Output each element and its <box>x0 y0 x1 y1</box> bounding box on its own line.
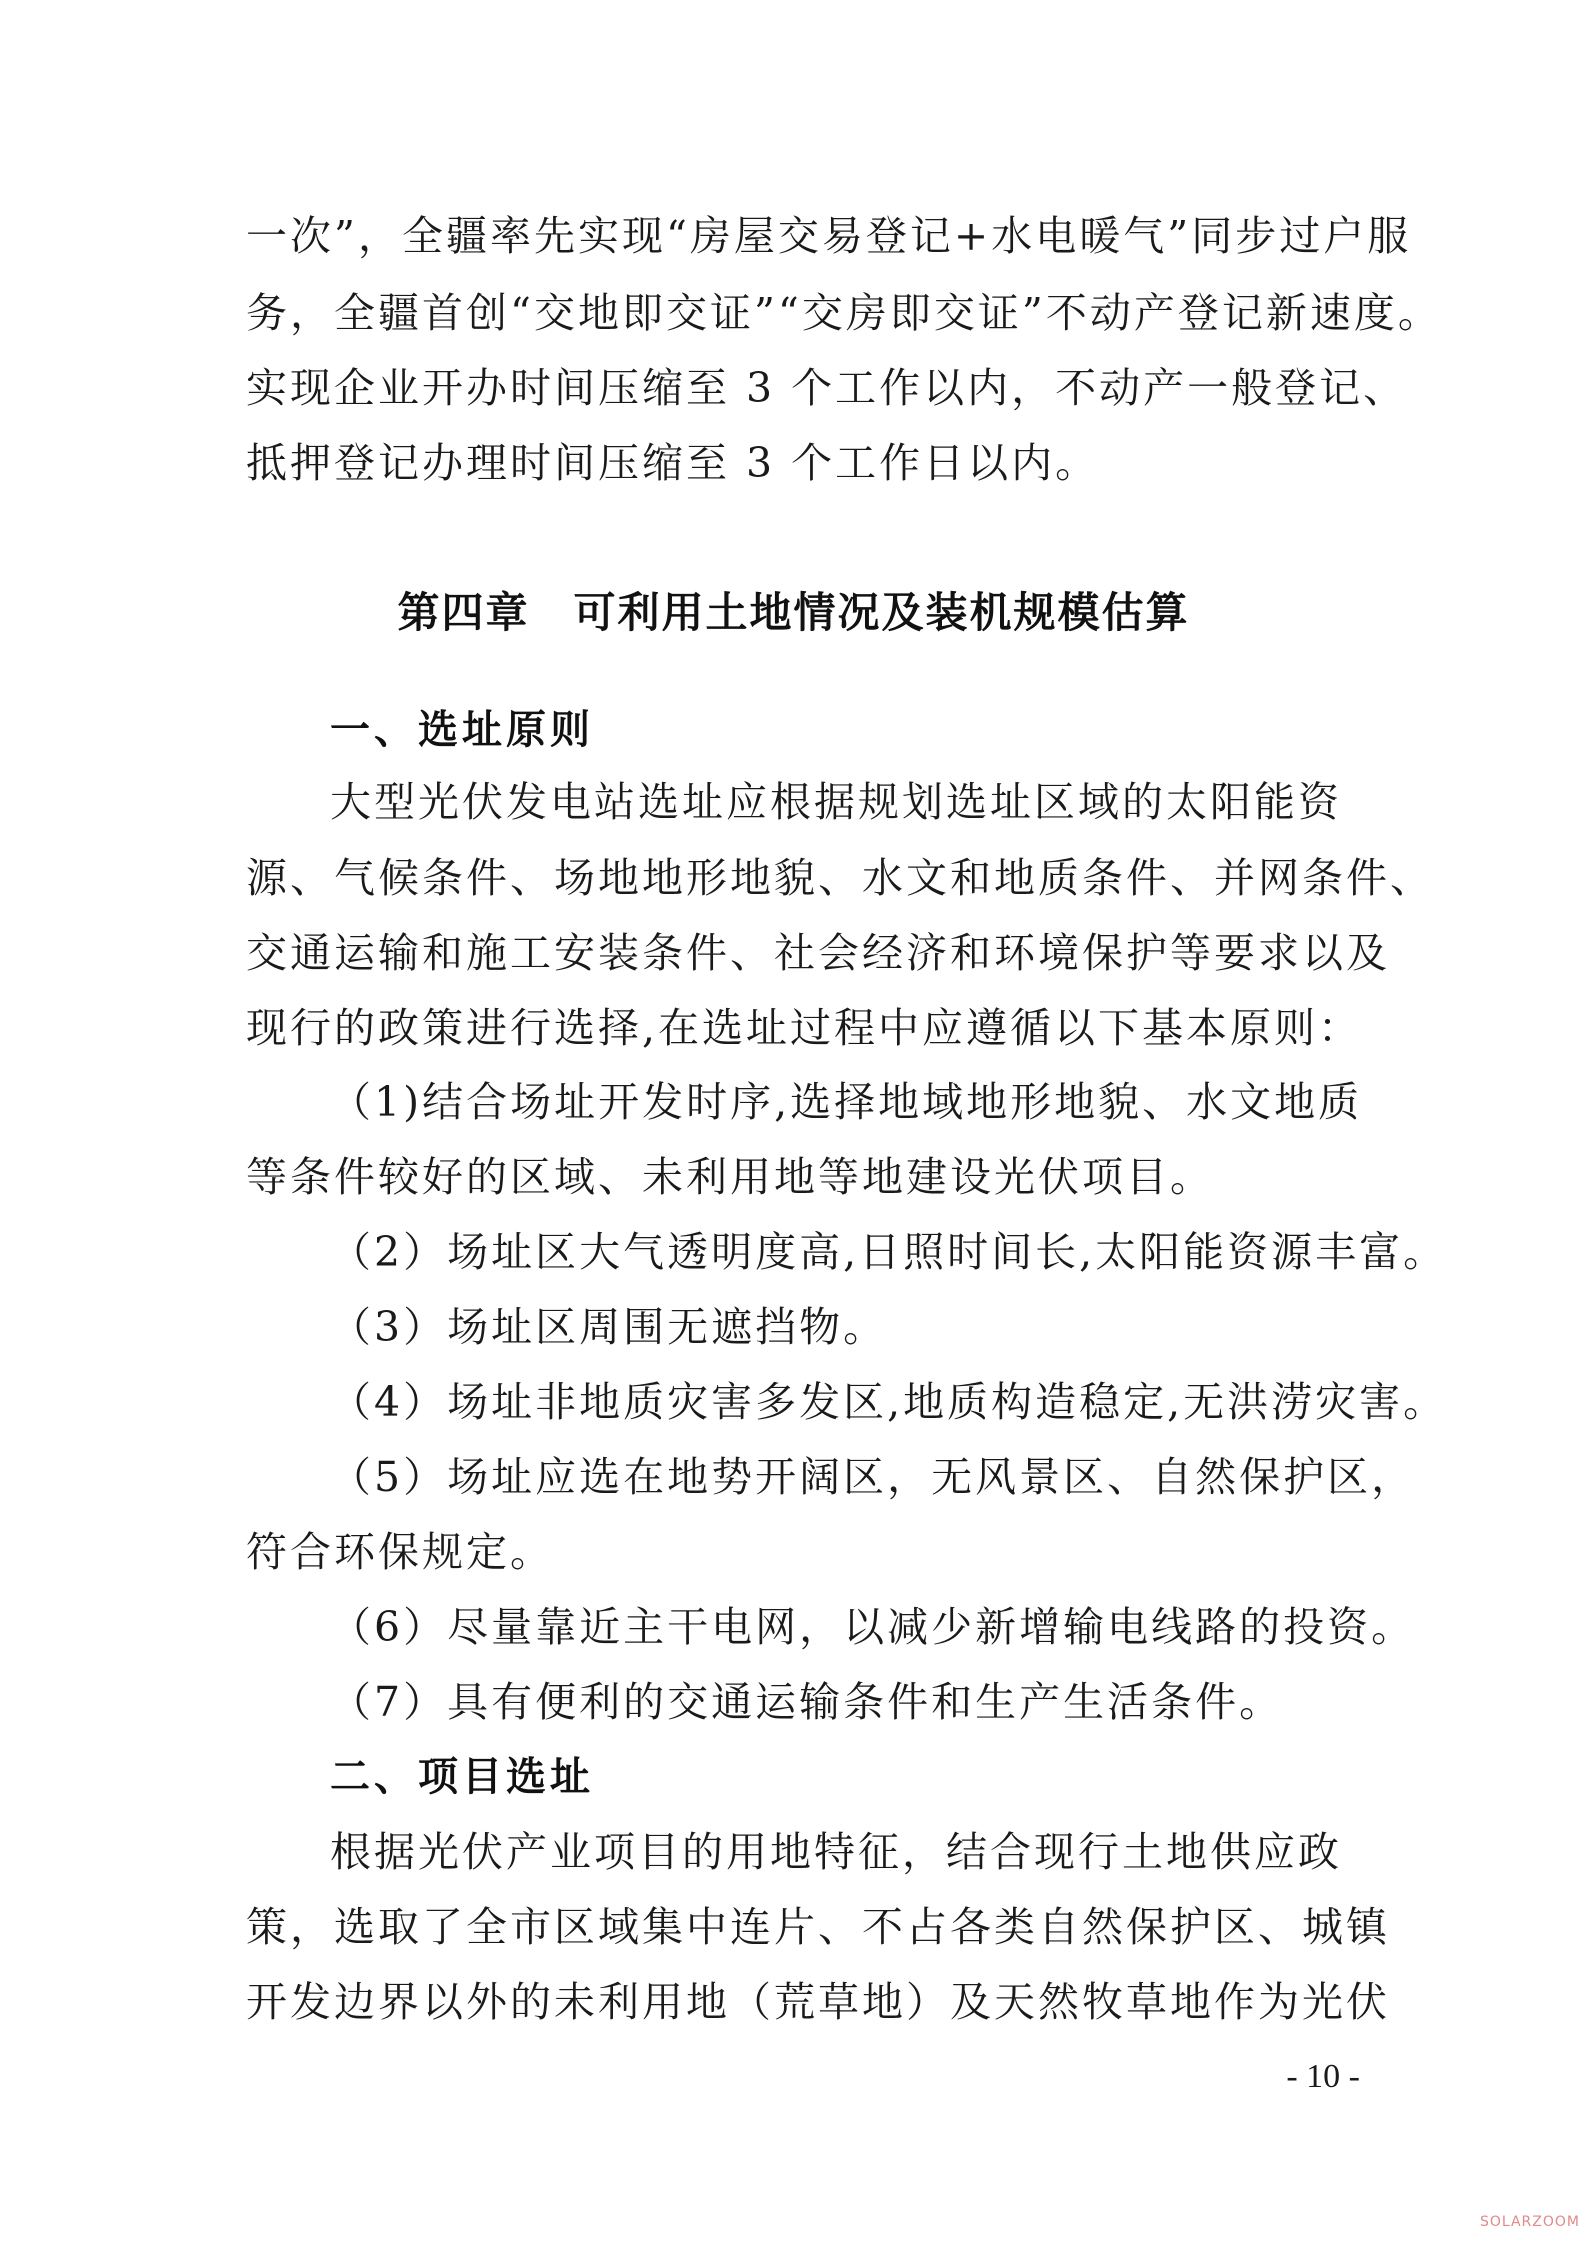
principle-item-1: （1)结合场址开发时序,选择地域地形地貌、水文地质 <box>330 1078 1363 1126</box>
section-heading-project-site: 二、项目选址 <box>330 1754 594 1800</box>
body-text-line: 实现企业开办时间压缩至 3 个工作以内，不动产一般登记、 <box>246 364 1408 412</box>
principle-item-5-continued: 符合环保规定。 <box>246 1528 554 1576</box>
body-text-line: 抵押登记办理时间压缩至 3 个工作日以内。 <box>246 439 1100 487</box>
principle-item-7: （7）具有便利的交通运输条件和生产生活条件。 <box>330 1678 1284 1726</box>
page-number: - 10 - <box>1286 2058 1360 2095</box>
body-text-line: 一次”，全疆率先实现“房屋交易登记+水电暖气”同步过户服 <box>246 212 1412 260</box>
body-text-line: 现行的政策进行选择,在选址过程中应遵循以下基本原则： <box>246 1004 1363 1052</box>
body-text-line: 源、气候条件、场地地形地貌、水文和地质条件、并网条件、 <box>246 854 1434 902</box>
watermark-logo: SOLARZOOM <box>1479 2214 1580 2230</box>
body-text-line: 开发边界以外的未利用地（荒草地）及天然牧草地作为光伏 <box>246 1978 1390 2026</box>
section-heading-site-principles: 一、选址原则 <box>330 707 594 753</box>
principle-item-4: （4）场址非地质灾害多发区,地质构造稳定,无洪涝灾害。 <box>330 1378 1448 1426</box>
principle-item-1-continued: 等条件较好的区域、未利用地等地建设光伏项目。 <box>246 1153 1214 1201</box>
principle-item-6: （6）尽量靠近主干电网，以减少新增输电线路的投资。 <box>330 1603 1416 1651</box>
principle-item-3: （3）场址区周围无遮挡物。 <box>330 1303 888 1351</box>
body-text-line: 务，全疆首创“交地即交证”“交房即交证”不动产登记新速度。 <box>246 289 1442 337</box>
body-text-line: 交通运输和施工安装条件、社会经济和环境保护等要求以及 <box>246 929 1390 977</box>
body-text-line: 根据光伏产业项目的用地特征，结合现行土地供应政 <box>330 1828 1342 1876</box>
body-text-line: 大型光伏发电站选址应根据规划选址区域的太阳能资 <box>330 778 1342 826</box>
body-text-line: 策，选取了全市区域集中连片、不占各类自然保护区、城镇 <box>246 1903 1390 1951</box>
principle-item-2: （2）场址区大气透明度高,日照时间长,太阳能资源丰富。 <box>330 1228 1448 1276</box>
chapter-title: 第四章 可利用土地情况及装机规模估算 <box>397 588 1190 637</box>
principle-item-5: （5）场址应选在地势开阔区，无风景区、自然保护区， <box>330 1453 1416 1501</box>
